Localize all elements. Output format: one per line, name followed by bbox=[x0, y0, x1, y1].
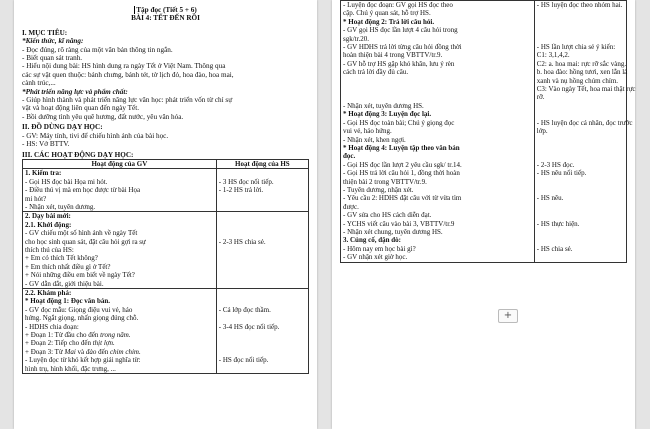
objective-line: cành trúc,... bbox=[22, 79, 56, 88]
lesson-title: BÀI 4: TẾT ĐẾN RỒI bbox=[131, 14, 200, 23]
table-row bbox=[23, 289, 309, 374]
gv-cell: 2.2. Khám phá: * Hoạt động 1: Đọc văn bản. - GV đọc mẫu: Giọng điệu vui vẻ, háo hứng. Ngắt giọng, nhấn giọng đúng chỗ. - HDHS chia đoạn: + Đoạn 1: Từ đầu cho đến trong năm. + Đoạn 2: Tiếp cho đến thịt lợn. + Đoạn 3: Từ Mai và đào đến chim chim. - Luyện đọc từ khó kết hợp giải nghĩa từ: hình trụ, hình khối, đặc trưng, ... bbox=[23, 289, 217, 374]
activities-heading: III. CÁC HOẠT ĐỘNG DẠY HỌC: bbox=[22, 150, 134, 159]
hs-cell: - Cả lớp đọc thầm. - 3-4 HS đọc nối tiếp. - HS đọc nối tiếp. bbox=[216, 289, 308, 374]
knowledge-heading: *Kiến thức, kĩ năng: bbox=[22, 37, 84, 46]
objective-lines bbox=[22, 46, 309, 88]
activities-table-p2 bbox=[340, 0, 636, 263]
hs-cell: - 3 HS đọc nối tiếp. - 1-2 HS trả lời. bbox=[216, 169, 308, 212]
gv-column-header: Hoạt động của GV bbox=[23, 159, 217, 168]
hs-cell: - 2-3 HS chia sẻ. bbox=[216, 212, 308, 289]
objective-line: - Biết quan sát tranh. bbox=[22, 54, 83, 63]
objectives-heading: I. MỤC TIÊU: bbox=[22, 28, 68, 37]
material-line: - GV: Máy tính, tivi để chiếu hình ảnh của bài học. bbox=[22, 131, 169, 140]
table-row bbox=[23, 169, 309, 212]
quality-heading: *Phát triển năng lực và phẩm chất: bbox=[22, 87, 128, 96]
gv-cell: 1. Kiểm tra: - Gọi HS đọc bài Họa mi hót. - Điều thú vị mà em học được từ bài Họa mi hót? - Nhận xét, tuyên dương. bbox=[23, 169, 217, 212]
activities-table-p1 bbox=[22, 159, 309, 374]
objective-line: - Đọc đúng, rõ ràng của một văn bản thông tin ngắn. bbox=[22, 45, 173, 54]
quality-line: - Bồi dưỡng tình yêu quê hương, đất nước, yêu văn hóa. bbox=[22, 112, 184, 121]
lesson-header[interactable]: Tập đọc (Tiết 5 + 6) bbox=[136, 6, 197, 14]
material-line: - HS: Vở BTTV. bbox=[22, 140, 70, 149]
quality-line: vật và hoạt động liên quan đến ngày Tết. bbox=[22, 104, 140, 113]
table-row bbox=[341, 1, 627, 263]
hs-cell: - HS luyện đọc theo nhóm hai. - HS lần lượt chia sẻ ý kiến: C1: 3,1,4,2. C2: a. hoa mai: rực rỡ sắc vàng. b. hoa đào: hồng tươi, xen lẫn lá xanh và nụ hồng chúm chím. C3: Vào ngày Tết, hoa mai thật rực rỡ. - HS luyện đọc cá nhân, đọc trước lớp. - 2-3 HS đọc. - HS nêu nối tiếp. - HS nêu. - HS thực hiện. - HS chia sẻ. bbox=[534, 1, 626, 263]
objective-line: - Hiểu nội dung bài: HS hình dung ra ngày Tết ở Việt Nam. Thông qua bbox=[22, 62, 226, 71]
quality-line: - Giúp hình thành và phát triển năng lực văn học: phát triển vốn từ chỉ sự bbox=[22, 96, 233, 105]
document-page-1 bbox=[14, 0, 317, 429]
hs-column-header: Hoạt động của HS bbox=[216, 159, 308, 168]
table-row bbox=[23, 212, 309, 289]
objective-line: các sự vật quen thuộc: bánh chưng, bánh tét, tờ lịch đỏ, hoa đào, hoa mai, bbox=[22, 70, 234, 79]
gv-cell: - Luyện đọc đoạn: GV gọi HS đọc theo cặp. Chú ý quan sát, hỗ trợ HS. * Hoạt động 2: Trả lời câu hỏi. - GV gọi HS đọc lần lượt 4 câu hỏi trong sgk/tr.20. - GV HDHS trả lời từng câu hỏi đồng thời hoàn thiện bài 4 trong VBTTV/tr.9. - GV hỗ trợ HS gặp khó khăn, lưu ý rèn cách trả lời đầy đủ câu. - Nhận xét, tuyên dương HS. * Hoạt động 3: Luyện đọc lại. - Gọi HS đọc toàn bài; Chú ý giọng đọc vui vẻ, háo hứng. - Nhận xét, khen ngợi. * Hoạt động 4: Luyện tập theo văn bản đọc. - Gọi HS đọc lần lượt 2 yêu cầu sgk/ tr.14. - Gọi HS trả lời câu hỏi 1, đồng thời hoàn thiện bài 2 trong VBTTV/tr.9. - Tuyên dương, nhận xét. - Yêu cầu 2: HDHS đặt câu với từ vừa tìm được. - GV sửa cho HS cách diễn đạt. - YCHS viết câu vào bài 3, VBTTV/tr.9 - Nhận xét chung, tuyên dương HS. 3. Củng cố, dặn dò: - Hôm nay em học bài gì? - GV nhận xét giờ học. bbox=[341, 1, 535, 263]
materials-heading: II. ĐỒ DÙNG DẠY HỌC: bbox=[22, 123, 103, 132]
quality-lines bbox=[22, 96, 309, 121]
gv-cell: 2. Dạy bài mới: 2.1. Khởi động: - GV chiếu một số hình ảnh về ngày Tết cho học sinh quan sát, đặt câu hỏi gợi ra sự thích thú của HS: + Em có thích Tết không? + Em thích nhất điều gì ở Tết? + Nói những điều em biết về ngày Tết? - GV dẫn dắt, giới thiệu bài. bbox=[23, 212, 217, 289]
document-page-2 bbox=[332, 0, 635, 429]
add-page-button[interactable]: + bbox=[498, 309, 518, 323]
materials-lines bbox=[22, 132, 309, 149]
